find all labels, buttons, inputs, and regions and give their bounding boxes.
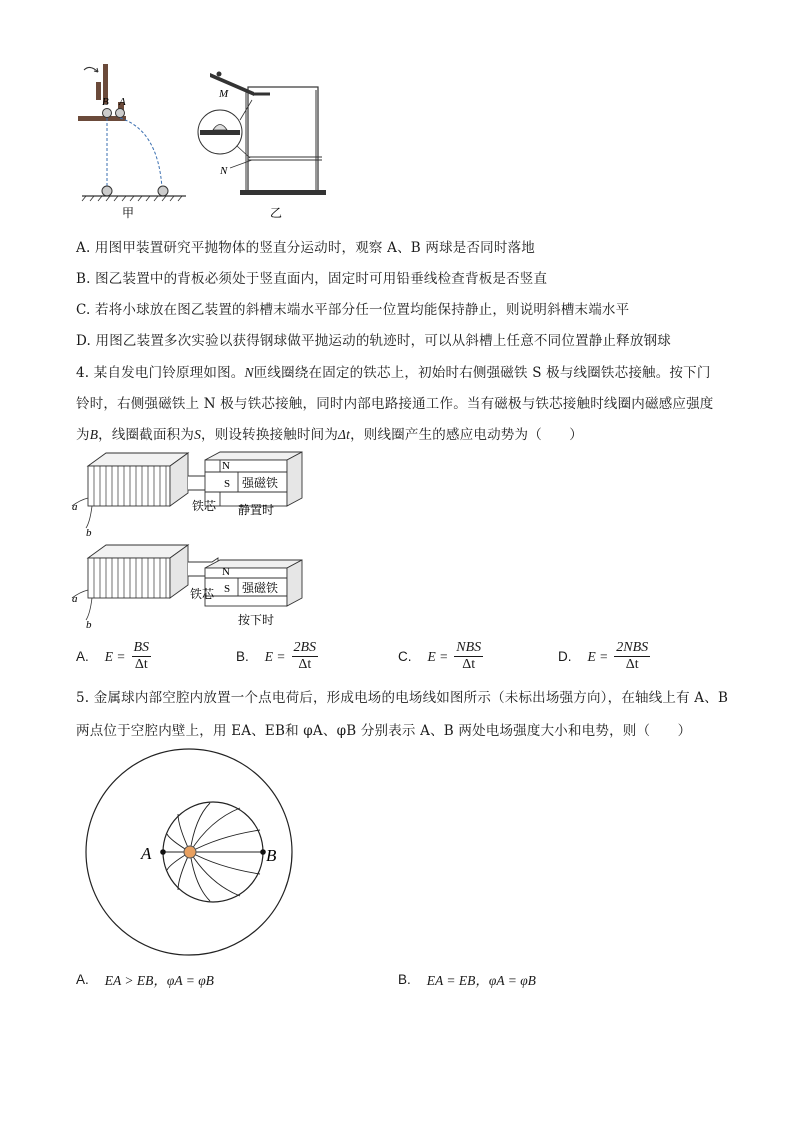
figure-jia — [78, 64, 186, 220]
label-core: 铁芯 — [190, 587, 215, 601]
label-ball-B: B — [102, 96, 109, 108]
label-magnet-N: N — [222, 460, 230, 472]
q3-option-b: B. 图乙装置中的背板必须处于竖直面内，固定时可用铅垂线检查背板是否竖直 — [76, 271, 548, 287]
label-point-A: A — [141, 844, 152, 863]
label-jia: 甲 — [122, 206, 135, 220]
figure-jia-yi — [70, 60, 340, 225]
label-wire-b: b — [86, 527, 92, 539]
label-state-rest: 静置时 — [238, 503, 275, 517]
figure-yi — [198, 72, 326, 221]
electric-field-figure — [70, 748, 310, 958]
doorbell-figure-rest — [70, 448, 320, 540]
q3-option-c: C. 若将小球放在图乙装置的斜槽末端水平部分任一位置均能保持静止，则说明斜槽末端水平 — [76, 302, 630, 318]
doorbell-figure-pressed — [70, 540, 320, 632]
q4-stem-line1: 4. 某自发电门铃原理如图。N匝线圈绕在固定的铁芯上，初始时右侧强磁铁 S 极与线圈铁芯接触。按下门 — [76, 365, 711, 381]
label-wire-a: a — [72, 593, 78, 605]
label-yi: 乙 — [270, 206, 283, 220]
label-wire-b: b — [86, 619, 92, 631]
label-N: N — [220, 165, 228, 177]
label-core: 铁芯 — [192, 499, 217, 513]
label-M: M — [219, 88, 229, 100]
label-magnet-S: S — [224, 478, 231, 490]
q3-option-d: D. 用图乙装置多次实验以获得钢球做平抛运动的轨迹时，可以从斜槽上任意不同位置静止释放钢球 — [76, 333, 671, 349]
q3-option-a: A. 用图甲装置研究平抛物体的竖直分运动时，观察 A、B 两球是否同时落地 — [76, 240, 535, 256]
q5-stem-line2: 两点位于空腔内壁上，用 EA、EB和 φA、φB 分别表示 A、B 两处电场强度大小和电势，则（ ） — [76, 723, 692, 739]
label-ball-A: A — [119, 96, 126, 108]
q4-option-d: D. E = $\frac{\text{2NBS}}{\Delta t}$ — [558, 640, 649, 672]
q5-option-a: A. EA > EB，φA = φB — [76, 971, 214, 988]
q4-option-b: B. E = $\frac{2BS}{\Delta t}$ — [236, 640, 317, 672]
q4-option-c: C. E = $\frac{\text{NBS}}{\Delta t}$ — [398, 640, 482, 672]
q4-stem-line2: 铃时，右侧强磁铁上 N 极与铁芯接触，同时内部电路接通工作。当有磁极与铁芯接触时线圈内磁感应强度 — [76, 396, 714, 412]
q4-option-a: A. E = $\frac{BS}{\Delta t}$ — [76, 640, 150, 672]
label-magnet-S: S — [224, 583, 231, 595]
label-state-pressed: 按下时 — [238, 613, 275, 627]
q5-stem-line1: 5. 金属球内部空腔内放置一个点电荷后，形成电场的电场线如图所示（未标出场强方向），在轴线上有 A、B — [76, 690, 729, 706]
label-magnet: 强磁铁 — [242, 476, 279, 490]
q4-stem-line3: 为B，线圈截面积为S，则设转换接触时间为Δt，则线圈产生的感应电动势为（ ） — [76, 427, 583, 443]
label-wire-a: a — [72, 501, 78, 513]
label-magnet-N: N — [222, 566, 230, 578]
q5-option-b: B. EA = EB，φA = φB — [398, 971, 536, 988]
label-point-B: B — [266, 846, 277, 865]
label-magnet: 强磁铁 — [242, 581, 279, 595]
